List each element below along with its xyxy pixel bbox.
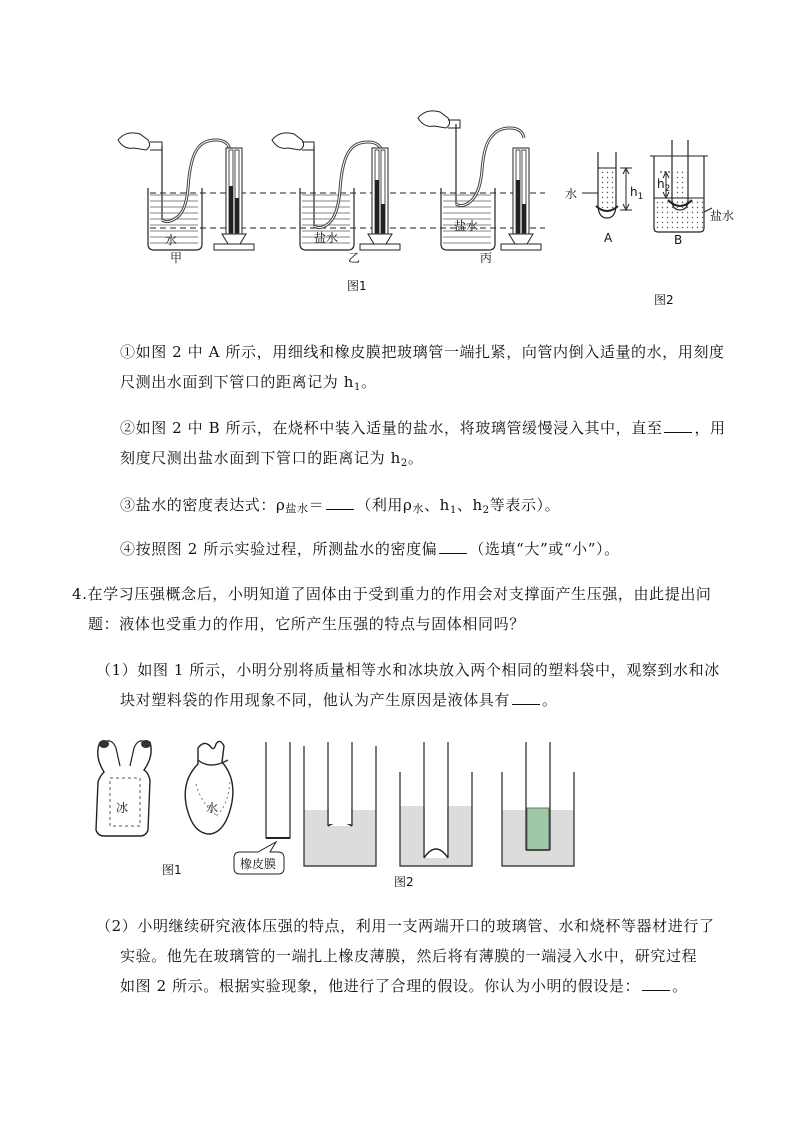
water-label: 水 bbox=[206, 801, 219, 815]
pressure-gauge-figure bbox=[0, 100, 794, 315]
question-4: 4.在学习压强概念后，小明知道了固体由于受到重力的作用会对支撑面产生压强，由此提出问 题：液体也受重力的作用，它所产生压强的特点与固体相同吗？ bbox=[72, 585, 712, 633]
question-4-part-1: （1）如图 1 所示，小明分别将质量相等水和冰块放入两个相同的塑料袋中，观察到水和冰 块对塑料袋的作用现象不同，他认为产生原因是液体具有 。 bbox=[96, 661, 720, 709]
fig2-label-b: B bbox=[674, 233, 683, 247]
figure2-caption: 图2 bbox=[654, 293, 674, 307]
answer-blank[interactable] bbox=[664, 418, 692, 433]
fig2-water-label: 水 bbox=[565, 187, 578, 201]
setup-jia bbox=[118, 133, 254, 265]
bottom-figure2-caption: 图2 bbox=[394, 875, 414, 889]
setup-label-yi: 乙 bbox=[348, 251, 361, 265]
fig2-tube-a bbox=[565, 152, 643, 245]
setup-yi bbox=[272, 133, 400, 265]
step-4: ④按照图 2 所示实验过程，所测盐水的密度偏 （选填“大”或“小”）。 bbox=[120, 540, 620, 558]
bottom-figure1-caption: 图1 bbox=[162, 863, 182, 877]
glass-tube bbox=[234, 742, 290, 874]
svg-text:h2: $h_2$ bbox=[657, 177, 671, 194]
step-3: ③盐水的密度表达式：ρ盐水＝ （利用ρ水、$h_1$、$h_2$等表示）。 bbox=[120, 496, 561, 516]
fig2-label-a: A bbox=[604, 231, 613, 245]
setup-bing bbox=[418, 111, 541, 265]
svg-text:h1: $h_1$ bbox=[630, 185, 644, 202]
beaker-shallow bbox=[304, 742, 376, 866]
answer-blank[interactable] bbox=[512, 690, 540, 705]
step-2: ②如图 2 中 B 所示，在烧杯中装入适量的盐水，将玻璃管缓慢浸入其中，直至 ，用 刻度尺测出盐水面到下管口的距离记为 $h_2$。 bbox=[120, 419, 726, 469]
answer-blank[interactable] bbox=[439, 539, 467, 554]
beaker-label-2: 盐水 bbox=[314, 231, 339, 245]
answer-blank[interactable] bbox=[326, 495, 354, 510]
setup-label-bing: 丙 bbox=[480, 251, 493, 265]
beaker-label-3: 盐水 bbox=[454, 219, 479, 233]
beaker-deep bbox=[400, 742, 472, 866]
fig2-brine-label: 盐水 bbox=[710, 209, 735, 223]
question-4-part-2: （2）小明继续研究液体压强的特点，利用一支两端开口的玻璃管、水和烧杯等器材进行了 实验。他先在玻璃管的一端扎上橡皮薄膜，然后将有薄膜的一端浸入水中，研究过程 如图 2 所示。根据实验现象，他进行了合理的假设。你认为小明的假设是： 。 bbox=[96, 917, 715, 995]
figure1-caption: 图1 bbox=[347, 279, 367, 293]
step-1: ①如图 2 中 A 所示，用细线和橡皮膜把玻璃管一端扎紧，向管内倒入适量的水，用刻度 尺测出水面到下管口的距离记为 $h_1$。 bbox=[120, 343, 725, 393]
ice-label: 冰 bbox=[116, 801, 129, 815]
fig2-beaker-b bbox=[650, 140, 734, 247]
water-bag bbox=[185, 741, 233, 834]
beaker-filled-tube bbox=[502, 742, 574, 866]
answer-blank[interactable] bbox=[642, 976, 670, 991]
beaker-label-1: 水 bbox=[165, 233, 178, 247]
ice-bag bbox=[96, 740, 151, 836]
setup-label-jia: 甲 bbox=[170, 251, 183, 265]
bag-and-tube-figure bbox=[0, 730, 794, 900]
membrane-label: 橡皮膜 bbox=[240, 857, 277, 871]
